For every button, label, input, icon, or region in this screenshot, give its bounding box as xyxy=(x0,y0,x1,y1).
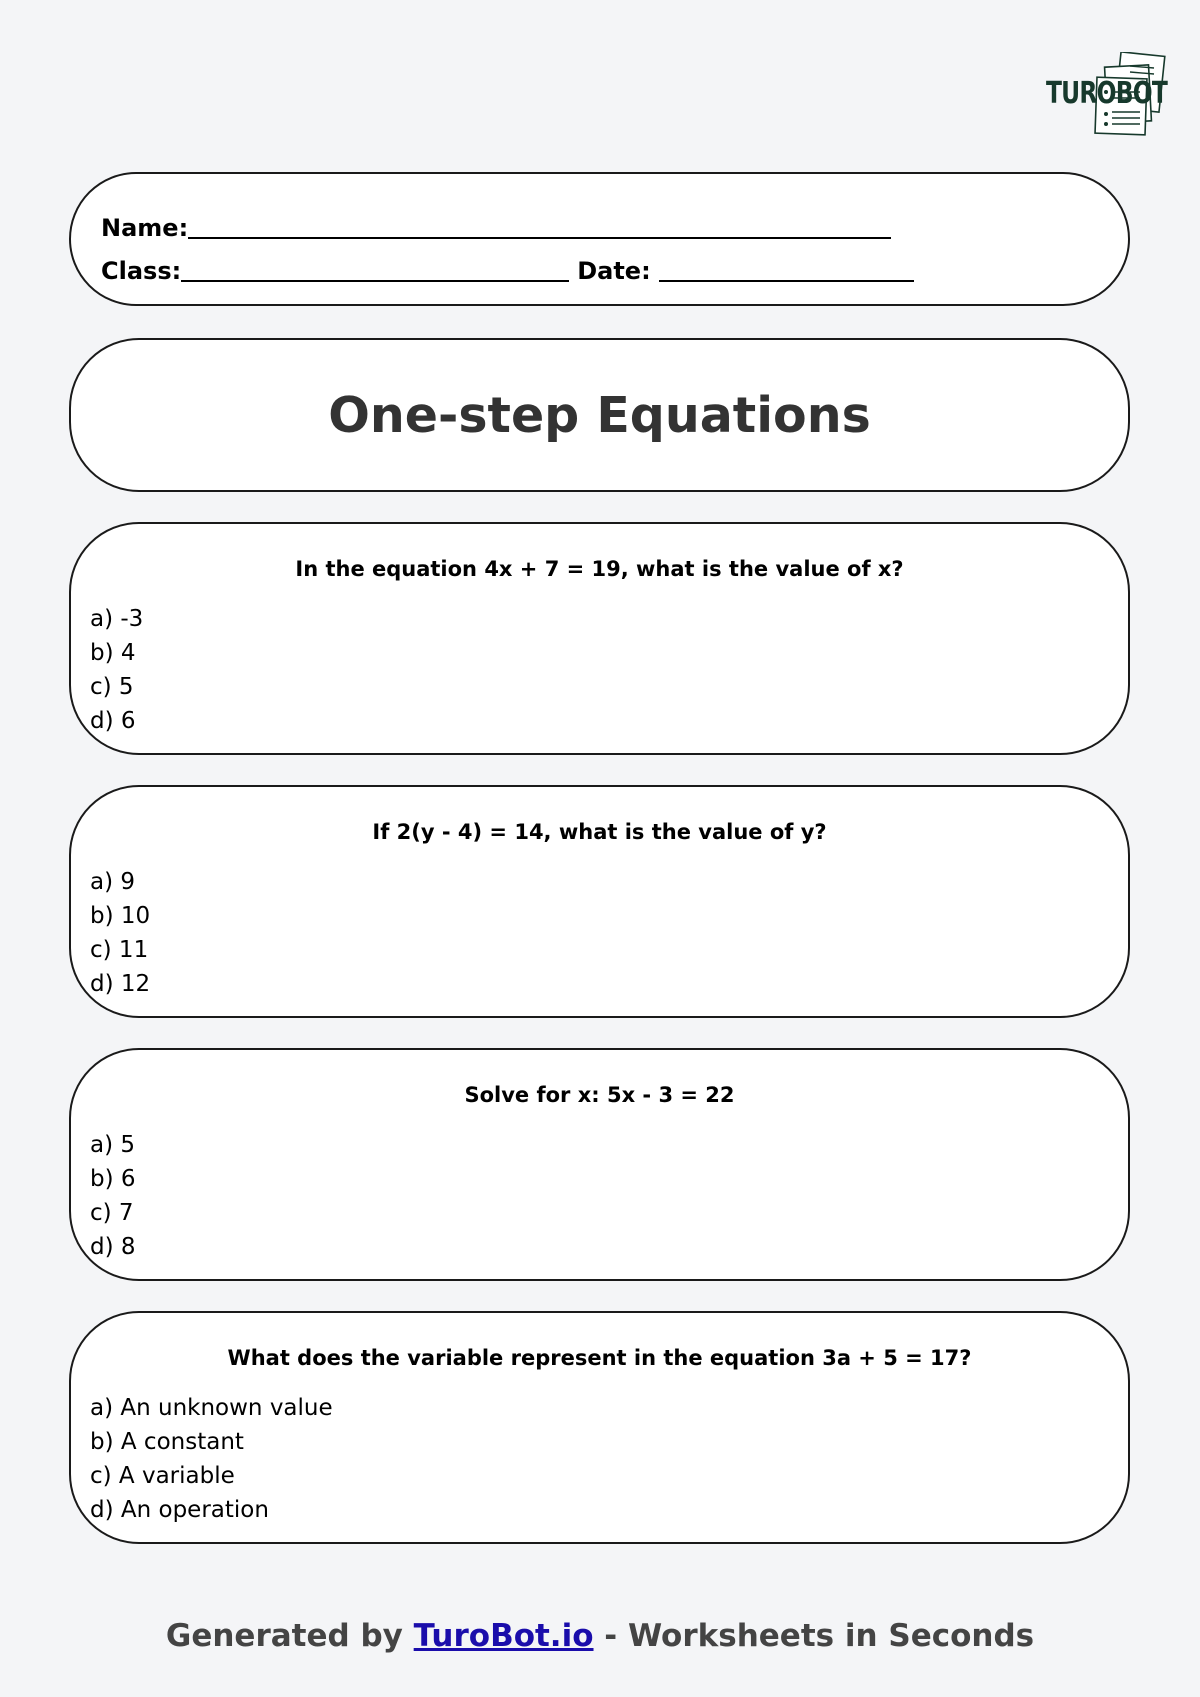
name-row xyxy=(101,211,891,242)
answer-options xyxy=(90,602,143,738)
turobot-link[interactable]: TuroBot.io xyxy=(413,1618,594,1654)
question-card xyxy=(69,1311,1130,1544)
answer-option[interactable]: a) An unknown value xyxy=(90,1395,333,1421)
answer-option[interactable]: c) 7 xyxy=(90,1200,134,1226)
student-info-card xyxy=(69,172,1130,306)
class-label: Class: xyxy=(101,257,182,285)
answer-option[interactable]: b) 6 xyxy=(90,1166,136,1192)
title-card xyxy=(69,338,1130,492)
answer-option[interactable]: a) 5 xyxy=(90,1132,136,1158)
name-label: Name: xyxy=(101,214,189,242)
answer-option[interactable]: b) 4 xyxy=(90,640,136,666)
answer-option[interactable]: c) 5 xyxy=(90,674,134,700)
question-text: Solve for x: 5x - 3 = 22 xyxy=(464,1083,735,1107)
answer-option[interactable]: a) -3 xyxy=(90,606,144,632)
answer-option[interactable]: d) An operation xyxy=(90,1497,269,1523)
footer-suffix: - Worksheets in Seconds xyxy=(593,1618,1035,1654)
name-field[interactable] xyxy=(188,211,891,239)
answer-option[interactable]: b) 10 xyxy=(90,903,151,929)
answer-options xyxy=(90,865,150,1001)
class-field[interactable] xyxy=(181,254,569,282)
logo-wordmark: TUROBOT xyxy=(1046,76,1168,111)
turobot-logo xyxy=(1046,52,1166,138)
date-label: Date: xyxy=(577,257,651,285)
question-card xyxy=(69,522,1130,755)
date-field[interactable] xyxy=(659,254,914,282)
answer-option[interactable]: d) 12 xyxy=(90,971,151,997)
answer-options xyxy=(90,1391,333,1527)
class-date-row xyxy=(101,254,914,285)
answer-option[interactable]: d) 8 xyxy=(90,1234,136,1260)
footer-prefix: Generated by xyxy=(165,1618,414,1654)
answer-option[interactable]: b) A constant xyxy=(90,1429,244,1455)
answer-options xyxy=(90,1128,136,1264)
worksheet-title: One-step Equations xyxy=(328,386,871,444)
question-text: What does the variable represent in the equation 3a + 5 = 17? xyxy=(227,1346,972,1370)
question-text: If 2(y - 4) = 14, what is the value of y? xyxy=(372,820,827,844)
answer-option[interactable]: c) A variable xyxy=(90,1463,235,1489)
footer xyxy=(0,1618,1200,1654)
question-card xyxy=(69,1048,1130,1281)
question-card xyxy=(69,785,1130,1018)
answer-option[interactable]: c) 11 xyxy=(90,937,149,963)
answer-option[interactable]: a) 9 xyxy=(90,869,136,895)
question-text: In the equation 4x + 7 = 19, what is the value of x? xyxy=(295,557,904,581)
answer-option[interactable]: d) 6 xyxy=(90,708,136,734)
